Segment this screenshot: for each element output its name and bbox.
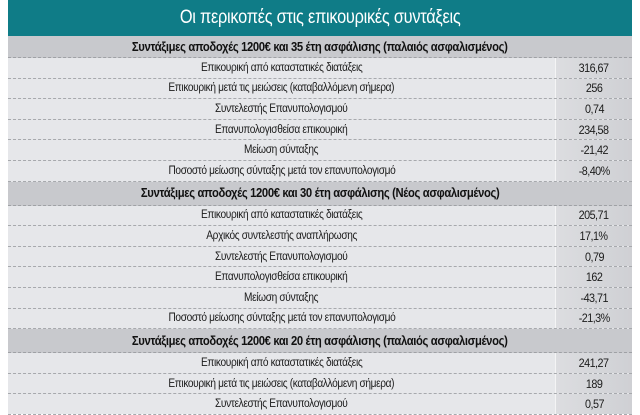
row-value-text: 316,67 bbox=[579, 60, 609, 75]
pension-cuts-table bbox=[8, 0, 632, 412]
row-value bbox=[556, 206, 632, 226]
row-value-text: 256 bbox=[585, 81, 603, 96]
row-label bbox=[8, 226, 556, 246]
section-header-text: Συντάξιμες αποδοχές 1200€ και 30 έτη ασφάλισης (Νέος ασφαλισμένος) bbox=[140, 186, 500, 201]
row-label-text: Αρχικός συντελεστής αναπλήρωσης bbox=[206, 229, 357, 242]
row-value-text: -43,71 bbox=[580, 290, 608, 305]
row-label-text: Επικουρική μετά τις μειώσεις (καταβαλλόμενη σήμερα) bbox=[168, 377, 395, 390]
row-value-text: 0,74 bbox=[584, 101, 604, 116]
row-label-text: Επανυπολογισθείσα επικουρική bbox=[215, 123, 348, 136]
row-value bbox=[556, 374, 632, 394]
row-value bbox=[556, 394, 632, 414]
row-label bbox=[8, 374, 556, 394]
table-row bbox=[8, 79, 632, 100]
section-header-text: Συντάξιμες αποδοχές 1200€ και 35 έτη ασφάλισης (παλαιός ασφαλισμένος) bbox=[132, 39, 508, 54]
row-value bbox=[556, 140, 632, 160]
row-label bbox=[8, 267, 556, 287]
row-label-text: Μείωση σύνταξης bbox=[244, 291, 319, 304]
row-value-text: 0,79 bbox=[584, 249, 604, 264]
row-label bbox=[8, 309, 556, 329]
row-value bbox=[556, 247, 632, 267]
section-header-20-years bbox=[8, 329, 632, 353]
table-row bbox=[8, 374, 632, 395]
table-row bbox=[8, 226, 632, 247]
row-label bbox=[8, 161, 556, 181]
table-row bbox=[8, 140, 632, 161]
row-value-text: 162 bbox=[585, 270, 603, 285]
table-row bbox=[8, 120, 632, 141]
row-value bbox=[556, 161, 632, 181]
table-row bbox=[8, 353, 632, 374]
row-label-text: Επικουρική μετά τις μειώσεις (καταβαλλόμενη σήμερα) bbox=[168, 82, 395, 95]
row-value bbox=[556, 120, 632, 140]
row-label-text: Μείωση σύνταξης bbox=[244, 144, 319, 157]
row-label bbox=[8, 353, 556, 373]
row-label-text: Συντελεστής Επανυπολογισμού bbox=[215, 102, 348, 115]
row-value-text: -21,42 bbox=[580, 143, 608, 158]
row-label-text: Συντελεστής Επανυπολογισμού bbox=[215, 250, 348, 263]
row-label bbox=[8, 99, 556, 119]
row-value bbox=[556, 79, 632, 99]
row-value bbox=[556, 58, 632, 78]
row-value bbox=[556, 309, 632, 329]
row-value bbox=[556, 267, 632, 287]
row-label-text: Επικουρική από καταστατικές διατάξεις bbox=[200, 61, 363, 74]
row-label bbox=[8, 394, 556, 414]
row-label-text: Ποσοστό μείωσης σύνταξης μετά τον επανυπολογισμό bbox=[168, 312, 395, 325]
row-label-text: Επανυπολογισθείσα επικουρική bbox=[215, 271, 348, 284]
table-row bbox=[8, 58, 632, 79]
row-label bbox=[8, 140, 556, 160]
table-row bbox=[8, 247, 632, 268]
row-value-text: 0,57 bbox=[584, 397, 604, 412]
section-header-text: Συντάξιμες αποδοχές 1200€ και 20 έτη ασφάλισης (παλαιός ασφαλισμένος) bbox=[132, 333, 508, 348]
row-value bbox=[556, 226, 632, 246]
section-header-35-years bbox=[8, 36, 632, 58]
row-value bbox=[556, 99, 632, 119]
row-label bbox=[8, 247, 556, 267]
row-value bbox=[556, 288, 632, 308]
row-label bbox=[8, 79, 556, 99]
row-value bbox=[556, 353, 632, 373]
row-label bbox=[8, 288, 556, 308]
row-value-text: 189 bbox=[585, 376, 603, 391]
row-label bbox=[8, 206, 556, 226]
row-label-text: Επικουρική από καταστατικές διατάξεις bbox=[200, 356, 363, 369]
table-row bbox=[8, 206, 632, 227]
table-row bbox=[8, 161, 632, 182]
row-value-text: 205,71 bbox=[579, 208, 609, 223]
section-header-30-years bbox=[8, 182, 632, 206]
table-row bbox=[8, 267, 632, 288]
row-value-text: 234,58 bbox=[579, 122, 609, 137]
table-row bbox=[8, 394, 632, 415]
row-label-text: Συντελεστής Επανυπολογισμού bbox=[215, 398, 348, 411]
row-label bbox=[8, 120, 556, 140]
table-row bbox=[8, 99, 632, 120]
row-label-text: Επικουρική από καταστατικές διατάξεις bbox=[200, 209, 363, 222]
row-value-text: 241,27 bbox=[579, 355, 609, 370]
table-row bbox=[8, 309, 632, 330]
table-title bbox=[8, 0, 632, 36]
row-label-text: Ποσοστό μείωσης σύνταξης μετά τον επανυπολογισμό bbox=[168, 164, 395, 177]
row-value-text: -21,3% bbox=[578, 311, 610, 326]
row-value-text: 17,1% bbox=[580, 228, 608, 243]
table-title-text: Οι περικοπές στις επικουρικές συντάξεις bbox=[179, 7, 461, 28]
row-value-text: -8,40% bbox=[578, 163, 610, 178]
table-row bbox=[8, 288, 632, 309]
row-label bbox=[8, 58, 556, 78]
